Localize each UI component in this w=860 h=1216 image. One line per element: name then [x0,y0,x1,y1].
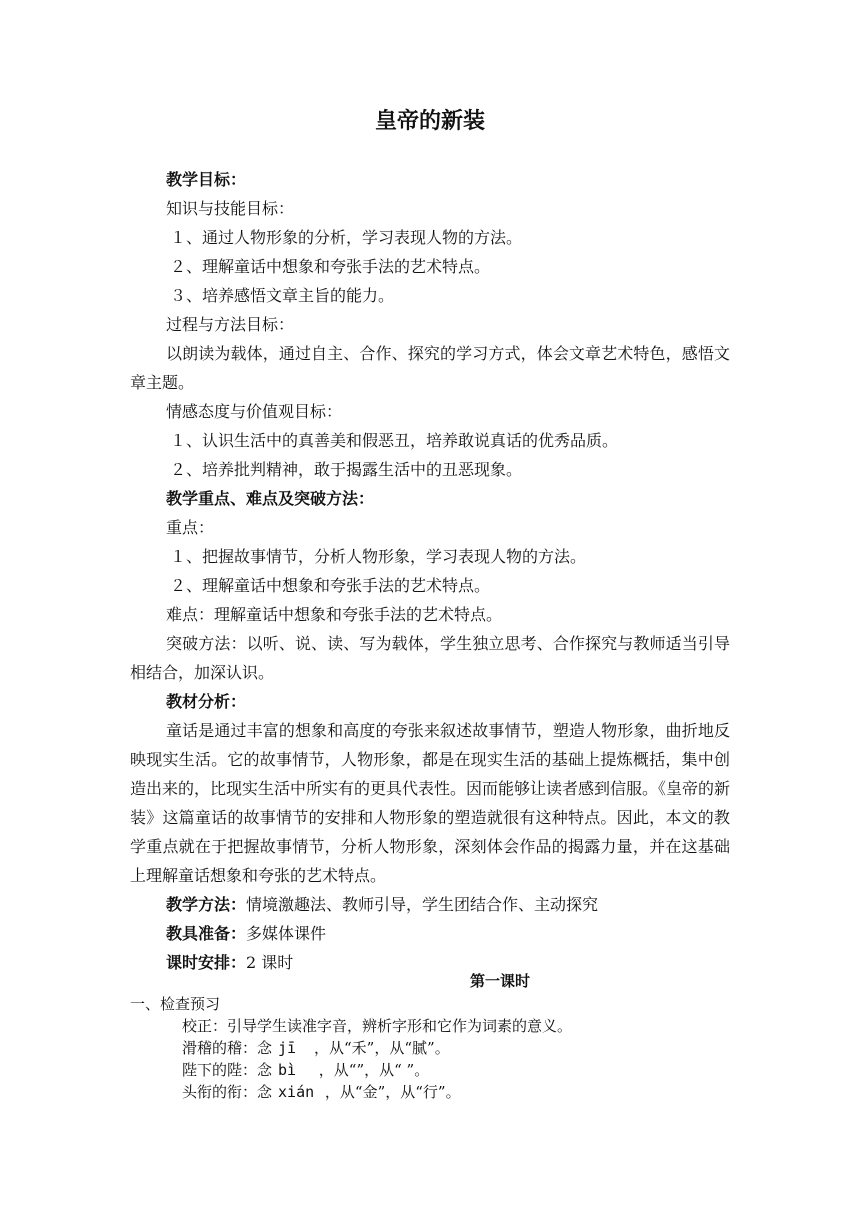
analysis-text: 童话是通过丰富的想象和高度的夸张来叙述故事情节，塑造人物形象，曲折地反映现实生活。它的故事情节，人物形象，都是在现实生活的基础上提炼概括，集中创造出来的，比现实生活中所实有的更具代表性。因而能够让读者感到信服。《皇帝的新装》这篇童话的故事情节的安排和人物形象的塑造就很有这种特点。因此，本文的教学重点就在于把握故事情节，分析人物形象，深刻体会作品的揭露力量，并在这基础上理解童话想象和夸张的艺术特点。 [130,721,731,885]
emotion-item: １、认识生活中的真善美和假恶丑，培养敢说真话的优秀品质。 [170,431,619,450]
process-text: 以朗读为载体，通过自主、合作、探究的学习方式，体会文章艺术特色，感悟文章主题。 [130,344,730,392]
document-body [130,165,730,977]
teaching-method-line [130,890,730,919]
word-label: 陛下的陛：念 [182,1061,273,1079]
emotion-item: ２、培养批判精神，敢于揭露生活中的丑恶现象。 [170,460,523,479]
focus-heading: 重点： [166,518,215,537]
schedule-value: 2 课时 [246,953,294,972]
word-pinyin: bì [278,1061,297,1079]
word-rest: ，从“金”，从“行”。 [320,1083,461,1101]
teaching-method-label: 教学方法： [166,895,247,914]
objectives-heading: 教学目标： [166,170,247,189]
document-title: 皇帝的新装 [374,109,485,134]
word-pinyin: xián [278,1083,315,1101]
key-points-heading: 教学重点、难点及突破方法： [166,489,375,508]
tools-label: 教具准备： [166,924,247,943]
tools-value: 多媒体课件 [246,924,327,943]
knowledge-item: ３、培养感悟文章主旨的能力。 [170,286,395,305]
lesson-title: 第一课时 [469,972,530,990]
process-heading: 过程与方法目标： [166,315,295,334]
correction-text: 校正：引导学生读准字音，辨析字形和它作为词素的意义。 [182,1017,573,1035]
method-text: 突破方法：以听、说、读、写为载体，学生独立思考、合作探究与教师适当引导相结合，加深认识。 [130,634,730,682]
analysis-heading: 教材分析： [166,692,247,711]
focus-item: １、把握故事情节，分析人物形象，学习表现人物的方法。 [170,547,587,566]
word-label: 头衔的衔：念 [182,1083,273,1101]
word-line [130,1037,750,1059]
teaching-method-value: 情境激趣法、教师引导，学生团结合作、主动探究 [246,895,599,914]
knowledge-item: ２、理解童话中想象和夸张手法的艺术特点。 [170,257,491,276]
focus-item: ２、理解童话中想象和夸张手法的艺术特点。 [170,576,491,595]
section-preview-check [130,993,750,1103]
word-rest: ，从“”，从“ ”。 [314,1061,430,1079]
knowledge-item: １、通过人物形象的分析，学习表现人物的方法。 [170,228,523,247]
word-line [130,1059,750,1081]
knowledge-heading: 知识与技能目标： [166,199,295,218]
difficulty-text: 难点：理解童话中想象和夸张手法的艺术特点。 [166,605,503,624]
schedule-label: 课时安排： [166,953,247,972]
word-label: 滑稽的稽：念 [182,1039,273,1057]
section-heading: 一、检查预习 [130,995,221,1013]
word-rest: ，从“禾”，从“腻”。 [314,1039,450,1057]
emotion-heading: 情感态度与价值观目标： [166,402,343,421]
tools-line [130,919,730,948]
word-pinyin: jī [278,1039,297,1057]
word-line [130,1081,750,1103]
